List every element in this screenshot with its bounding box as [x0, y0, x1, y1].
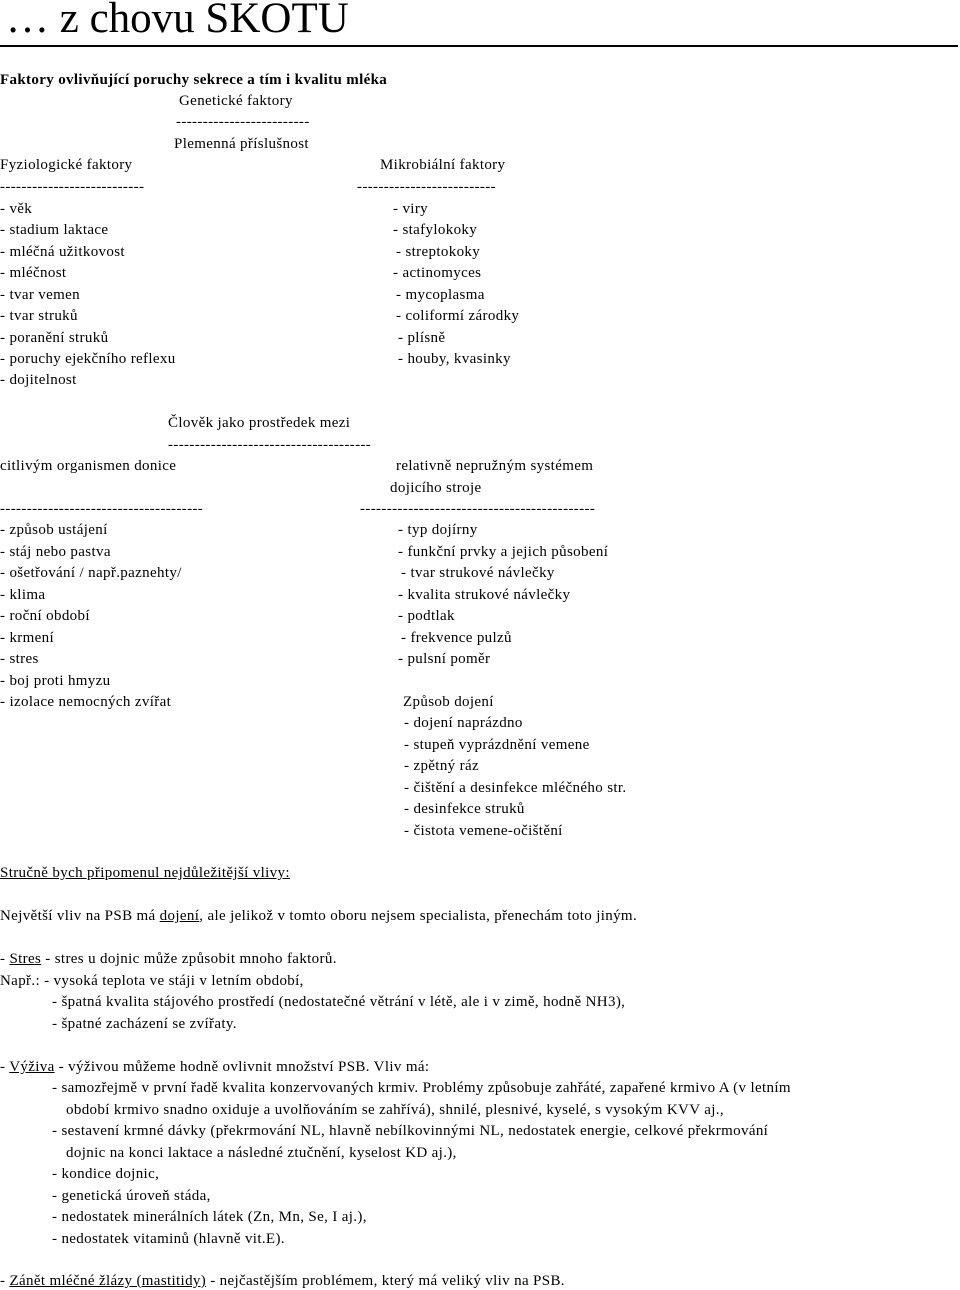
microbial-item: - coliformí zárodky — [396, 308, 520, 324]
stres-line: - Stres - stres u dojnic může způsobit mnoho faktorů. — [0, 951, 337, 967]
physio-item: - poruchy ejekčního reflexu — [0, 351, 176, 367]
vyziva-item: - nedostatek vitaminů (hlavně vit.E). — [52, 1231, 285, 1247]
physio-dashes: --------------------------- — [0, 179, 145, 195]
left-dashes: -------------------------------------- — [0, 501, 204, 517]
microbial-item: - viry — [393, 201, 429, 217]
machine-factor-item: - podtlak — [398, 608, 455, 624]
milking-item: - čištění a desinfekce mléčného str. — [404, 780, 627, 796]
human-factor-item: - způsob ustájení — [0, 522, 108, 538]
vyziva-item: - samozřejmě v první řadě kvalita konzervovaných krmiv. Problémy způsobuje zahřáté, zapařené krmivo A (v letním — [52, 1080, 791, 1096]
physio-item: - tvar vemen — [0, 287, 80, 303]
genetic-dashes: ------------------------- — [176, 114, 310, 130]
stres-item: - špatné zacházení se zvířaty. — [52, 1016, 237, 1032]
section2-heading: Člověk jako prostředek mezi — [168, 415, 351, 431]
physio-item: - mléčná užitkovost — [0, 244, 125, 260]
milking-item: - čistota vemene-očištění — [404, 823, 563, 839]
milking-item: - dojení naprázdno — [404, 715, 523, 731]
microbial-item: - houby, kvasinky — [398, 351, 511, 367]
milking-label: Způsob dojení — [403, 694, 494, 710]
microbial-item: - actinomyces — [393, 265, 482, 281]
physio-item: - věk — [0, 201, 33, 217]
vyziva-item: - genetická úroveň stáda, — [52, 1188, 211, 1204]
machine-factor-item: - kvalita strukové návlečky — [398, 587, 571, 603]
notes-paragraph: Největší vliv na PSB má dojení, ale jelikož v tomto oboru nejsem specialista, přenechám toto jiným. — [0, 908, 638, 924]
vyziva-item: - nedostatek minerálních látek (Zn, Mn, Se, I aj.), — [52, 1209, 367, 1225]
physio-item: - tvar struků — [0, 308, 78, 324]
vyziva-item-cont: období krmivo snadno oxiduje a uvolňováním se zahřívá), shnilé, plesnivé, kyselé, s vysokým KVV aj., — [66, 1102, 724, 1118]
human-factor-item: - boj proti hmyzu — [0, 673, 111, 689]
microbial-item: - streptokoky — [396, 244, 481, 260]
milking-item: - stupeň vyprázdnění vemene — [404, 737, 590, 753]
human-factor-item: - ošetřování / např.paznehty/ — [0, 565, 182, 581]
right-label-2: dojicího stroje — [390, 480, 482, 496]
human-factor-item: - stáj nebo pastva — [0, 544, 111, 560]
mastitis-line: - Zánět mléčné žlázy (mastitidy) - nejčastějším problémem, který má veliký vliv na PSB. — [0, 1273, 565, 1289]
microbial-dashes: -------------------------- — [357, 179, 496, 195]
vyziva-item: - sestavení krmné dávky (překrmování NL, hlavně nebílkovinnými NL, nedostatek energie, celkové překrmování — [52, 1123, 769, 1139]
microbial-label: Mikrobiální faktory — [380, 157, 506, 173]
human-factor-item: - roční období — [0, 608, 90, 624]
microbial-item: - stafylokoky — [393, 222, 478, 238]
milking-term: dojení — [159, 908, 200, 924]
title-rule — [0, 45, 958, 47]
genetic-label: Genetické faktory — [179, 93, 293, 109]
machine-factor-item: - pulsní poměr — [398, 651, 491, 667]
human-factor-item: - izolace nemocných zvířat — [0, 694, 172, 710]
vyziva-term: Výživa — [9, 1059, 55, 1075]
human-factor-item: - klima — [0, 587, 46, 603]
physio-item: - mléčnost — [0, 265, 67, 281]
machine-factor-item: - tvar strukové návlečky — [401, 565, 555, 581]
human-factor-item: - krmení — [0, 630, 55, 646]
stres-example: Např.: - vysoká teplota ve stáji v letním období, — [0, 973, 304, 989]
microbial-item: - mycoplasma — [396, 287, 485, 303]
physio-item: - stadium laktace — [0, 222, 109, 238]
physio-item: - poranění struků — [0, 330, 109, 346]
milking-item: - zpětný ráz — [404, 758, 479, 774]
milking-item: - desinfekce struků — [404, 801, 525, 817]
machine-factor-item: - funkční prvky a jejich působení — [398, 544, 609, 560]
machine-factor-item: - typ dojírny — [398, 522, 478, 538]
physio-label: Fyziologické faktory — [0, 157, 133, 173]
section1-heading: Faktory ovlivňující poruchy sekrece a tím i kvalitu mléka — [0, 72, 388, 88]
left-label: citlivým organismen donice — [0, 458, 177, 474]
stres-term: Stres — [9, 951, 42, 967]
machine-factor-item: - frekvence pulzů — [401, 630, 512, 646]
human-factor-item: - stres — [0, 651, 39, 667]
stres-item: - špatná kvalita stájového prostředí (nedostatečné větrání v létě, ale i v zimě, hodně NH3), — [52, 994, 626, 1010]
section2-heading-dashes: -------------------------------------- — [168, 437, 372, 453]
notes-heading: Stručně bych připomenul nejdůležitější vlivy: — [0, 865, 290, 881]
right-dashes: -------------------------------------------- — [360, 501, 596, 517]
right-label-1: relativně nepružným systémem — [396, 458, 594, 474]
mastitis-term: Zánět mléčné žlázy (mastitidy) — [9, 1273, 207, 1289]
microbial-item: - plísně — [398, 330, 446, 346]
vyziva-item: - kondice dojnic, — [52, 1166, 160, 1182]
vyziva-item-cont: dojnic na konci laktace a následné ztučnění, kyselost KD aj.), — [66, 1145, 457, 1161]
vyziva-line: - Výživa - výživou můžeme hodně ovlivnit množství PSB. Vliv má: — [0, 1059, 430, 1075]
breed-label: Plemenná příslušnost — [174, 136, 309, 152]
page-title: … z chovu SKOTU — [6, 0, 349, 42]
physio-item: - dojitelnost — [0, 372, 77, 388]
